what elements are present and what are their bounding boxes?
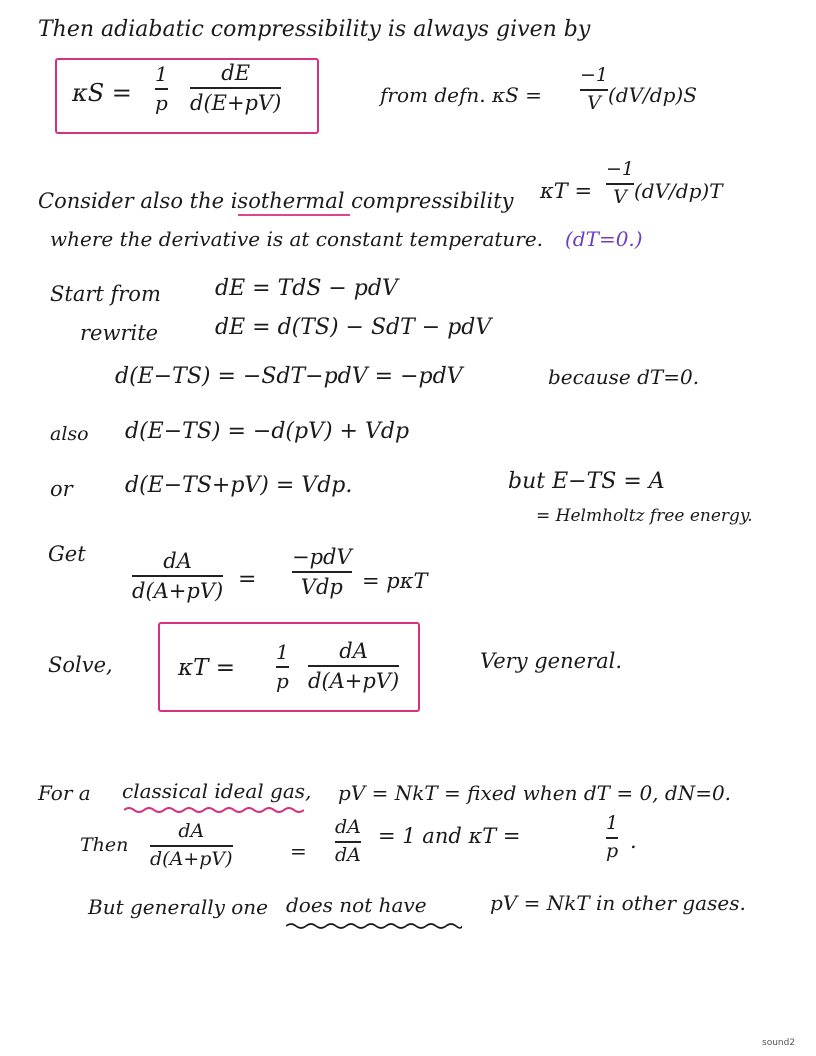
- other-gases: pV = NkT in other gases.: [490, 891, 746, 915]
- rewrite-equation: dE = d(TS) − SdT − pdV: [215, 315, 492, 340]
- helmholtz-note: = Helmholtz free energy.: [536, 506, 753, 526]
- generally-prefix: But generally one: [88, 895, 269, 919]
- da-over-d-a-pv-3: [150, 822, 233, 870]
- da-over-d-a-pv: [132, 550, 223, 602]
- numerator: 1: [155, 62, 168, 86]
- denominator: p: [155, 91, 168, 115]
- de-over-d-e-pv: [190, 62, 281, 114]
- numerator: −1: [580, 64, 609, 86]
- ks-lhs: κS =: [72, 79, 132, 107]
- rewrite-label: rewrite: [80, 321, 159, 345]
- page-footer-label: sound2: [762, 1038, 796, 1048]
- equals-one-and-kt: = 1 and κT =: [378, 824, 521, 848]
- numerator: −1: [606, 158, 635, 180]
- but-equation: but E−TS = A: [508, 469, 665, 494]
- because-note: because dT=0.: [548, 365, 700, 389]
- numerator: dA: [335, 816, 361, 838]
- fraction-bar: [606, 837, 618, 839]
- numerator: dA: [163, 549, 192, 573]
- kt-lhs-solve: κT =: [178, 655, 236, 681]
- kt-lhs: κT =: [540, 179, 593, 203]
- classical-prefix: For a: [38, 781, 91, 805]
- minus-one-over-v-2: [606, 160, 634, 208]
- fraction-bar: [155, 88, 168, 90]
- denominator: dA: [335, 843, 361, 866]
- fraction-bar: [132, 575, 223, 577]
- intro-line: Then adiabatic compressibility is always given by: [38, 17, 591, 42]
- fraction-bar: [335, 841, 361, 843]
- start-label: Start from: [50, 282, 161, 306]
- denominator: d(A+pV): [150, 847, 233, 870]
- or-label: or: [50, 477, 73, 501]
- defn-text: from defn. κS =: [380, 83, 542, 107]
- classical-condition: pV = NkT = fixed when dT = 0, dN=0.: [338, 781, 732, 805]
- fraction-bar: [150, 845, 233, 847]
- minus-one-over-v: [580, 66, 608, 114]
- then-label: Then: [80, 834, 129, 856]
- denominator: d(A+pV): [132, 579, 224, 604]
- start-equation: dE = TdS − pdV: [215, 276, 398, 301]
- da-over-d-a-pv-2: [308, 640, 399, 692]
- denominator: p: [606, 839, 619, 862]
- dv-dp-s: (dV/dp)S: [608, 83, 697, 107]
- numerator: −pdV: [292, 545, 352, 569]
- numerator: dE: [221, 61, 251, 85]
- constant-temperature-line: where the derivative is at constant temperature.: [50, 227, 544, 251]
- da-over-da: [335, 818, 361, 866]
- isothermal-line: Consider also the isothermal compressibility: [38, 189, 514, 213]
- p-kt: = pκT: [362, 569, 428, 593]
- denominator: p: [276, 669, 289, 693]
- denominator: V: [587, 91, 601, 114]
- dv-dp-t: (dV/dp)T: [634, 179, 723, 203]
- one-over-p-2: [276, 642, 289, 692]
- dt-zero-note: (dT=0.): [565, 227, 643, 251]
- equals-sign: =: [238, 567, 257, 592]
- one-over-p: [155, 64, 168, 114]
- classical-wavy-underline: [124, 806, 304, 814]
- numerator: 1: [276, 640, 289, 664]
- fraction-bar: [276, 666, 289, 668]
- does-not-have-wavy-underline: [286, 922, 462, 930]
- fraction-bar: [580, 89, 608, 91]
- period: .: [630, 829, 637, 853]
- fraction-bar: [190, 87, 281, 89]
- denominator: d(E+pV): [190, 91, 282, 116]
- denominator: V: [613, 185, 627, 208]
- does-not-have: does not have: [286, 893, 427, 917]
- fraction-bar: [308, 665, 399, 667]
- fraction-bar: [606, 183, 634, 185]
- or-equation: d(E−TS+pV) = Vdp.: [125, 473, 353, 498]
- denominator: d(A+pV): [308, 669, 400, 694]
- denominator: Vdp: [300, 575, 343, 600]
- also-label: also: [50, 423, 89, 445]
- solve-label: Solve,: [48, 653, 113, 677]
- one-over-p-3: [606, 814, 618, 862]
- fraction-bar: [292, 571, 352, 573]
- isothermal-underline: [238, 214, 350, 216]
- equals-sign-2: =: [290, 839, 307, 863]
- also-equation: d(E−TS) = −d(pV) + Vdp: [125, 419, 410, 444]
- very-general-note: Very general.: [480, 649, 623, 673]
- numerator: dA: [339, 639, 368, 663]
- minus-pdv-over-vdp: [292, 546, 352, 598]
- get-label: Get: [48, 542, 86, 566]
- classical-ideal-gas: classical ideal gas,: [122, 779, 312, 803]
- numerator: 1: [606, 812, 619, 834]
- numerator: dA: [178, 820, 205, 842]
- free-energy-derivation: d(E−TS) = −SdT−pdV = −pdV: [115, 364, 463, 389]
